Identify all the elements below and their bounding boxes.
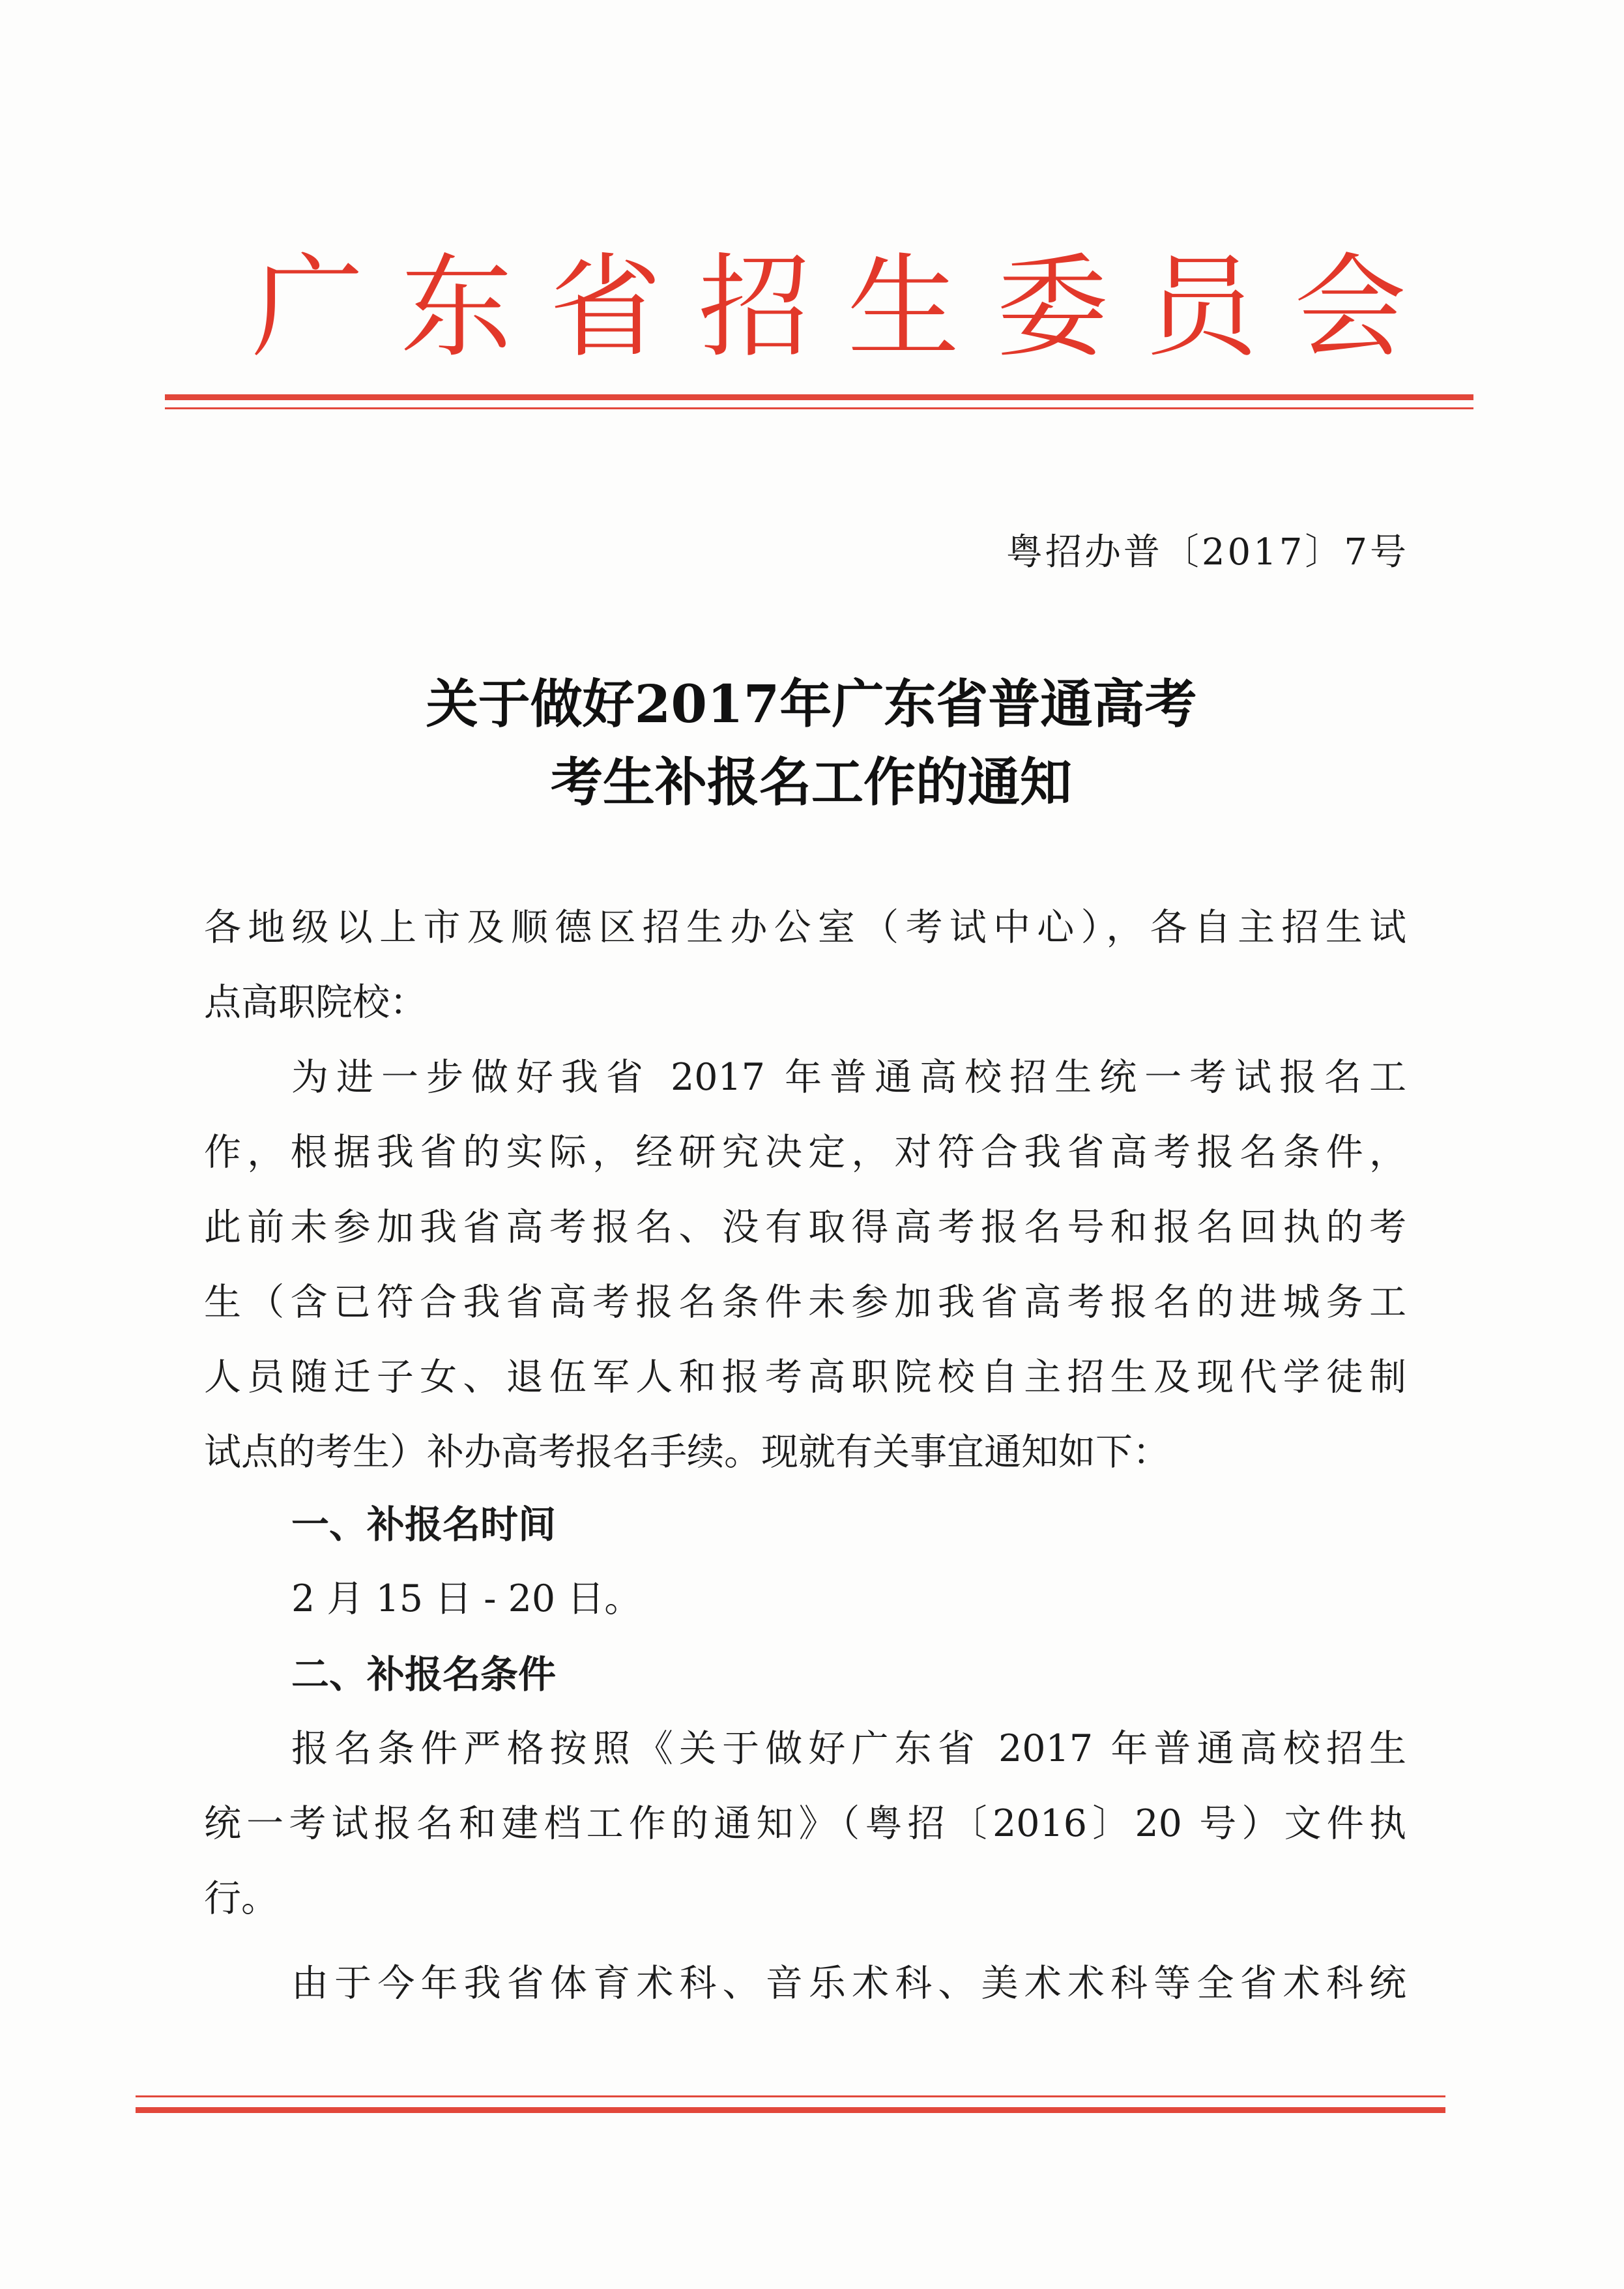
footer-rule-thin	[136, 2095, 1445, 2097]
document-number: 粤招办普〔2017〕7号	[1006, 531, 1409, 574]
section-heading-conditions: 二、补报名条件	[291, 1652, 557, 1697]
document-title-line-2: 考生补报名工作的通知	[551, 751, 1072, 813]
letterhead-rule-thin	[165, 407, 1473, 409]
section-conditions-line: 行。	[204, 1877, 278, 1920]
letterhead	[242, 242, 1415, 373]
letterhead-char: 东	[400, 242, 513, 373]
intro-line: 此前未参加我省高考报名、没有取得高考报名号和报名回执的考	[204, 1206, 1406, 1249]
intro-line: 生（含已符合我省高考报名条件未参加我省高考报名的进城务工	[204, 1281, 1406, 1324]
letterhead-char: 员	[1145, 242, 1258, 373]
section-conditions-line: 报名条件严格按照《关于做好广东省 2017 年普通高校招生	[291, 1727, 1406, 1770]
letterhead-char: 广	[252, 242, 364, 373]
letterhead-char: 会	[1294, 242, 1406, 373]
letterhead-char: 生	[847, 242, 960, 373]
letterhead-char: 委	[996, 242, 1109, 373]
letterhead-char: 招	[698, 242, 811, 373]
footer-rule-thick	[136, 2107, 1445, 2113]
section-time-text: 2 月 15 日 - 20 日。	[291, 1577, 642, 1620]
intro-line: 人员随迁子女、退伍军人和报考高职院校自主招生及现代学徒制	[204, 1356, 1406, 1399]
section-heading-time: 一、补报名时间	[291, 1502, 557, 1547]
salutation-line-1: 各地级以上市及顺德区招生办公室（考试中心），各自主招生试	[204, 906, 1406, 949]
section-conditions-line: 统一考试报名和建档工作的通知》（粤招〔2016〕20 号）文件执	[204, 1802, 1406, 1845]
document-title-line-1: 关于做好2017年广东省普通高考	[426, 673, 1197, 735]
salutation-line-2: 点高职院校：	[204, 981, 427, 1024]
intro-line: 试点的考生）补办高考报名手续。现就有关事宜通知如下：	[204, 1431, 1170, 1474]
letterhead-rule-thick	[165, 394, 1473, 400]
intro-line: 作，根据我省的实际，经研究决定，对符合我省高考报名条件，	[204, 1131, 1406, 1174]
intro-line: 为进一步做好我省 2017 年普通高校招生统一考试报名工	[291, 1056, 1406, 1099]
letterhead-char: 省	[549, 242, 662, 373]
section-conditions-continuation: 由于今年我省体育术科、音乐术科、美术术科等全省术科统	[291, 1962, 1406, 2005]
